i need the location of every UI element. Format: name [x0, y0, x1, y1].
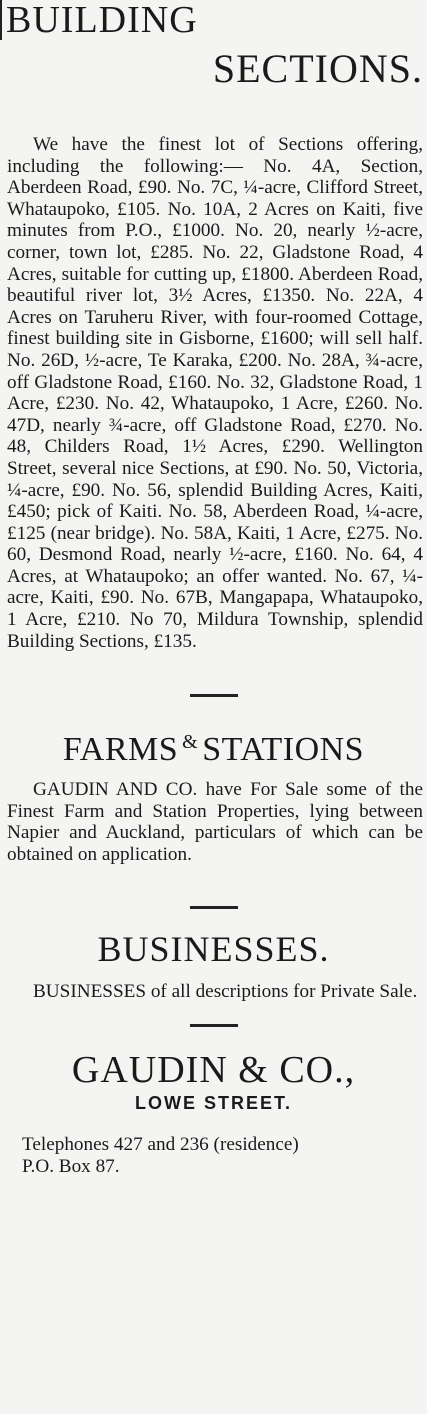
farms-word: FARMS	[62, 731, 179, 769]
section-divider	[190, 694, 238, 697]
section-divider	[190, 1024, 238, 1027]
telephones-line: Telephones 427 and 236 (residence)	[22, 1134, 299, 1156]
firm-street: LOWE STREET.	[134, 1093, 292, 1114]
businesses-heading: BUSINESSES.	[97, 928, 330, 969]
sections-heading: SECTIONS.	[212, 46, 423, 91]
building-heading: BUILDING	[6, 0, 198, 41]
businesses-text: BUSINESSES of all descriptions for Private Sale.	[33, 980, 418, 1002]
farms-text: GAUDIN AND CO. have For Sale some of the Finest Farm and Station Properties, lying between Napier and Auckland, particulars of which can be obtained on application.	[7, 779, 423, 866]
section-divider	[190, 906, 238, 909]
po-box-line: P.O. Box 87.	[22, 1155, 120, 1177]
column-rule	[0, 0, 2, 40]
firm-contact	[0, 1134, 427, 1177]
stations-word: STATIONS	[202, 731, 365, 769]
firm-name: GAUDIN & CO.,	[71, 1049, 356, 1092]
farms-stations-heading	[0, 723, 427, 769]
ampersand: &	[182, 731, 199, 754]
sections-listing-text: We have the finest lot of Sections offering, including the following:— No. 4A, Section, Aberdeen Road, £90. No. 7C, ¼-acre, Clifford Street, Whataupoko, £105. No. 10A, 2 Acres on Kaiti, five minutes from P.O., £1000. No. 20, nearly ½-acre, corner, town lot, £285. No. 22, Gladstone Road, 4 Acres, suitable for cutting up, £1800. Aberdeen Road, beautiful river lot, 3½ Acres, £1350. No. 22A, 4 Acres on Taruheru River, with four-roomed Cottage, finest building site in Gisborne, £1600; will sell half. No. 26D, ½-acre, Te Karaka, £200. No. 28A, ¾-acre, off Gladstone Road, £160. No. 32, Gladstone Road, 1 Acre, £230. No. 42, Whataupoko, 1 Acre, £260. No. 47D, nearly ¾-acre, off Gladstone Road, £270. No. 48, Childers Road, 1½ Acres, £290. Wellington Street, several nice Sections, at £90. No. 50, Victoria, ¼-acre, £90. No. 56, splendid Building Acres, Kaiti, £450; pick of Kaiti. No. 58, Aberdeen Road, ¼-acre, £125 (near bridge). No. 58A, Kaiti, 1 Acre, £275. No. 60, Desmond Road, nearly ½-acre, £160. No. 64, 4 Acres, at Whataupoko; an offer wanted. No. 67, ¼-acre, Kaiti, £90. No. 67B, Mangapapa, Whataupoko, 1 Acre, £210. No 70, Mildura Township, splendid Building Sections, £135.	[7, 134, 423, 652]
